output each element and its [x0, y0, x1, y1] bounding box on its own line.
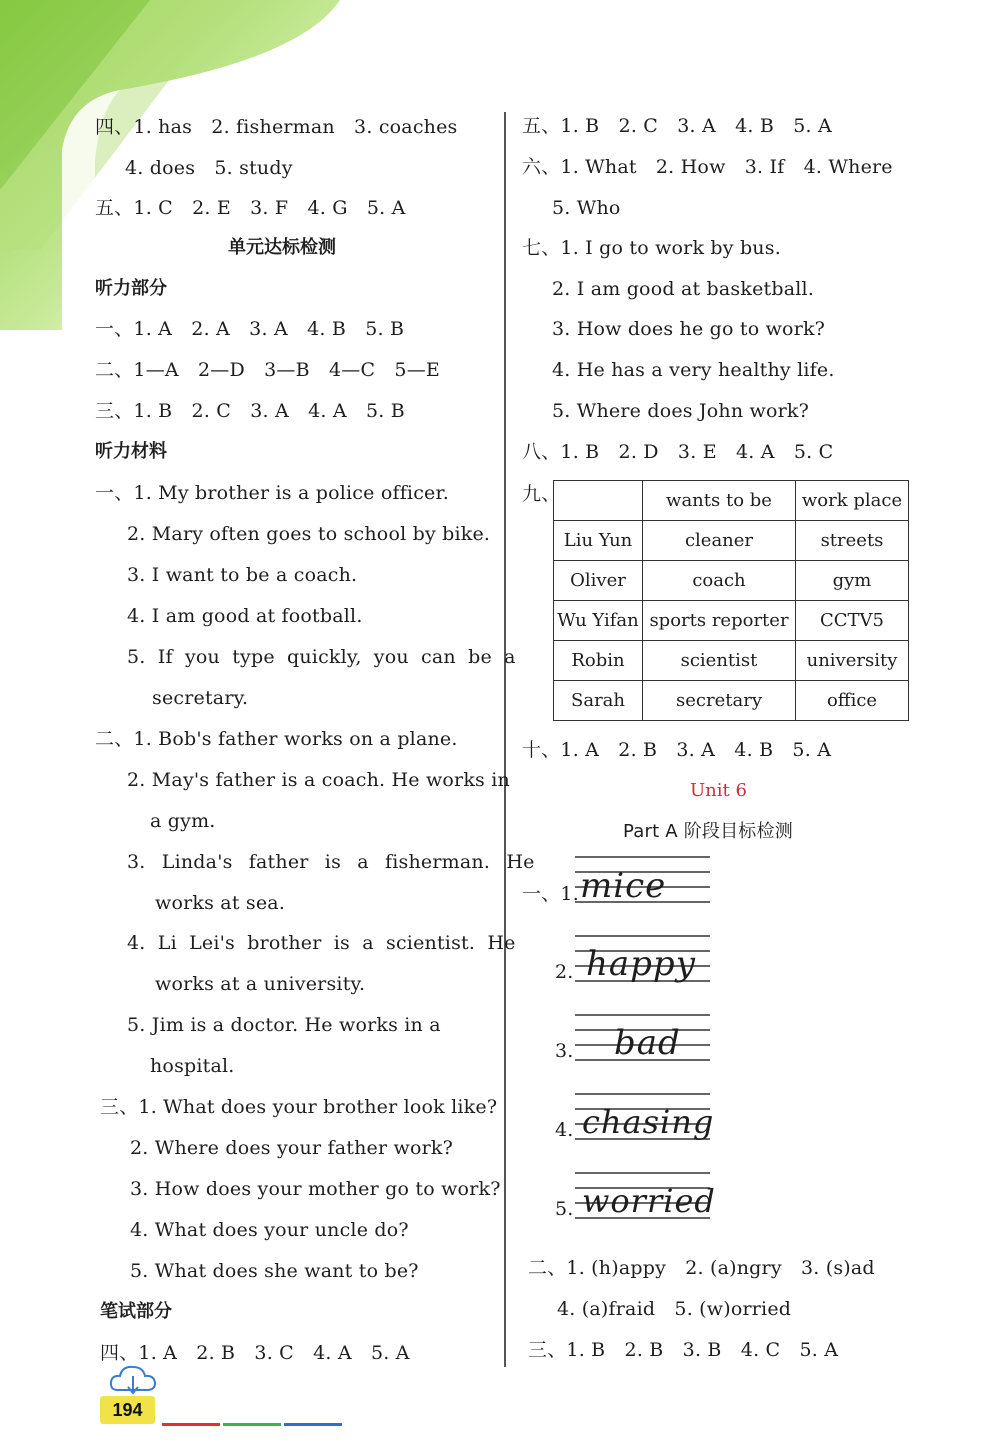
answer-label: 九、	[522, 483, 561, 505]
transcript-line: 3. Linda's father is a fisherman. He	[127, 851, 535, 873]
transcript-line: 2. Where does your father work?	[130, 1137, 453, 1159]
answer-line: 二、1—A 2—D 3—B 4—C 5—E	[95, 359, 440, 381]
section-title: 听力部分	[95, 278, 167, 299]
answer-line: 四、1. has 2. fisherman 3. coaches	[95, 116, 458, 138]
transcript-line: 3. I want to be a coach.	[127, 564, 358, 586]
transcript-line: 三、1. What does your brother look like?	[100, 1096, 498, 1118]
answer-line: 5. Who	[552, 197, 621, 219]
answer-line: 4. He has a very healthy life.	[552, 359, 835, 381]
table-cell: CCTV5	[796, 601, 909, 641]
answer-line: 三、1. B 2. B 3. B 4. C 5. A	[528, 1339, 839, 1361]
page-number: 194	[100, 1396, 155, 1424]
table-row	[554, 521, 909, 561]
answer-line: 七、1. I go to work by bus.	[522, 237, 781, 259]
hw-label: 一、1.	[522, 883, 579, 905]
table-cell: Sarah	[554, 681, 643, 721]
table-header: wants to be	[643, 481, 796, 521]
transcript-line: secretary.	[152, 687, 249, 709]
table-header: work place	[796, 481, 909, 521]
jobs-table	[553, 480, 909, 721]
table-cell: scientist	[643, 641, 796, 681]
transcript-line: 二、1. Bob's father works on a plane.	[95, 728, 458, 750]
footer-bar-blue	[284, 1423, 342, 1426]
answer-line: 五、1. B 2. C 3. A 4. B 5. A	[522, 115, 832, 137]
transcript-line: 4. Li Lei's brother is a scientist. He	[127, 932, 516, 954]
transcript-line: 3. How does your mother go to work?	[130, 1178, 501, 1200]
answer-line: 2. I am good at basketball.	[552, 278, 815, 300]
answer-line: 四、1. A 2. B 3. C 4. A 5. A	[100, 1342, 410, 1364]
handwritten-word: bad	[614, 1023, 681, 1063]
transcript-line: 一、1. My brother is a police officer.	[95, 482, 449, 504]
answer-line: 二、1. (h)appy 2. (a)ngry 3. (s)ad	[528, 1257, 875, 1279]
table-row	[554, 561, 909, 601]
transcript-line: 2. Mary often goes to school by bike.	[127, 523, 491, 545]
transcript-line: 4. I am good at football.	[127, 605, 363, 627]
answer-line: 3. How does he go to work?	[552, 318, 826, 340]
answer-line: 一、1. A 2. A 3. A 4. B 5. B	[95, 318, 405, 340]
answer-line: 三、1. B 2. C 3. A 4. A 5. B	[95, 400, 405, 422]
cloud-icon	[108, 1362, 158, 1396]
hw-label: 3.	[555, 1040, 574, 1062]
section-title: 听力材料	[95, 441, 167, 462]
answer-line: 八、1. B 2. D 3. E 4. A 5. C	[522, 441, 834, 463]
table-cell: university	[796, 641, 909, 681]
footer-bar-red	[162, 1423, 220, 1426]
unit-title: Unit 6	[690, 780, 747, 801]
answer-line: 六、1. What 2. How 3. If 4. Where	[522, 156, 893, 178]
table-row	[554, 481, 909, 521]
hw-label: 4.	[555, 1119, 574, 1141]
table-cell	[554, 481, 643, 521]
transcript-line: 5. If you type quickly, you can be a	[127, 646, 516, 668]
table-cell: coach	[643, 561, 796, 601]
transcript-line: hospital.	[150, 1055, 235, 1077]
table-cell: office	[796, 681, 909, 721]
part-title: Part A 阶段目标检测	[623, 821, 793, 842]
answer-line: 五、1. C 2. E 3. F 4. G 5. A	[95, 197, 406, 219]
section-title: 单元达标检测	[228, 237, 336, 258]
handwritten-word: mice	[580, 866, 667, 906]
table-cell: Wu Yifan	[554, 601, 643, 641]
hw-label: 5.	[555, 1198, 574, 1220]
table-row	[554, 601, 909, 641]
transcript-line: 2. May's father is a coach. He works in	[127, 769, 510, 791]
answer-line: 5. Where does John work?	[552, 400, 810, 422]
table-cell: Oliver	[554, 561, 643, 601]
answer-line: 十、1. A 2. B 3. A 4. B 5. A	[522, 739, 832, 761]
transcript-line: a gym.	[150, 810, 216, 832]
table-cell: sports reporter	[643, 601, 796, 641]
table-row	[554, 641, 909, 681]
transcript-line: 5. What does she want to be?	[130, 1260, 419, 1282]
section-title: 笔试部分	[100, 1301, 172, 1322]
table-cell: Liu Yun	[554, 521, 643, 561]
transcript-line: works at sea.	[155, 892, 286, 914]
answer-line: 4. does 5. study	[125, 157, 293, 179]
table-cell: streets	[796, 521, 909, 561]
transcript-line: 5. Jim is a doctor. He works in a	[127, 1014, 441, 1036]
footer-bar-green	[223, 1423, 281, 1426]
transcript-line: works at a university.	[155, 973, 366, 995]
table-cell: gym	[796, 561, 909, 601]
hw-label: 2.	[555, 961, 574, 983]
table-cell: cleaner	[643, 521, 796, 561]
transcript-line: 4. What does your uncle do?	[130, 1219, 409, 1241]
handwritten-word: happy	[586, 944, 696, 984]
handwritten-word: worried	[582, 1182, 716, 1220]
table-cell: secretary	[643, 681, 796, 721]
table-cell: Robin	[554, 641, 643, 681]
column-divider	[504, 112, 506, 1367]
answer-line: 4. (a)fraid 5. (w)orried	[557, 1298, 792, 1320]
table-row	[554, 681, 909, 721]
handwritten-word: chasing	[582, 1103, 715, 1141]
